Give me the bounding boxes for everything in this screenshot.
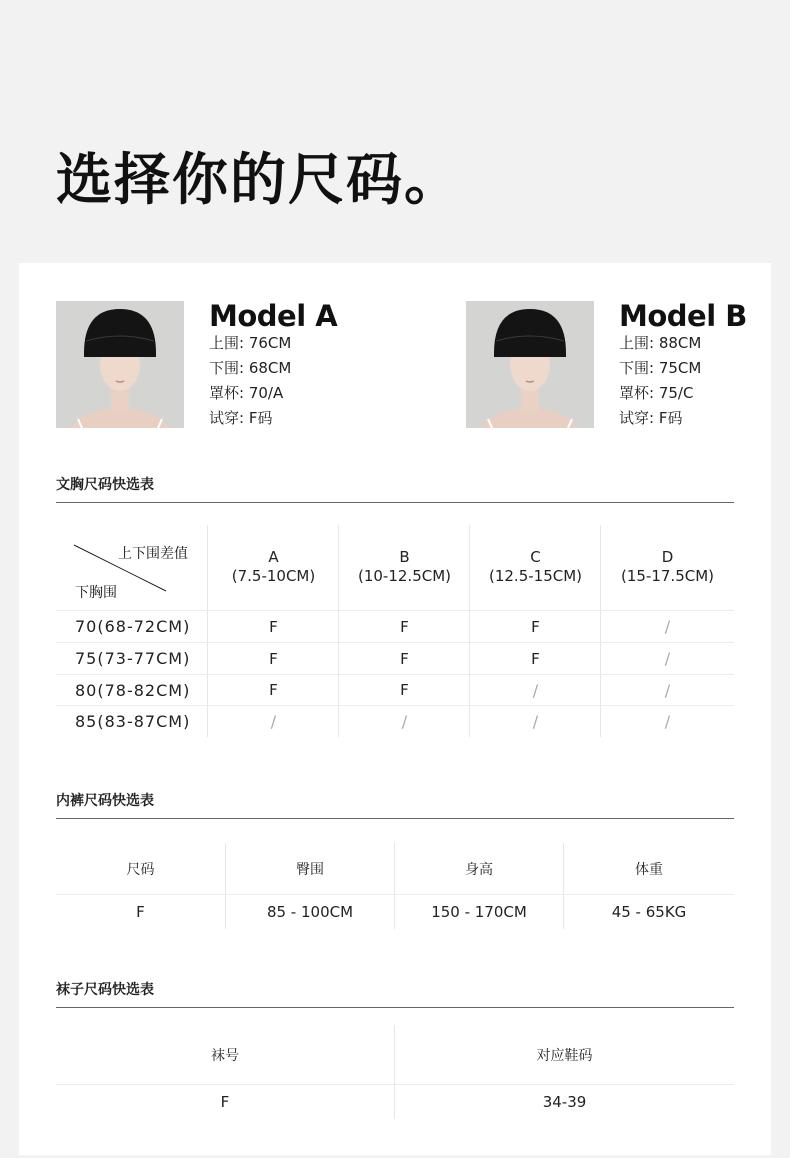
model-b-bust: 上围: 88CM [619,334,702,352]
bra-cell: / [401,712,408,731]
bra-row-label: 70(68-72CM) [75,617,191,636]
size-guide-card [19,263,771,1155]
socks-cell-shoe: 34-39 [542,1093,587,1111]
bra-cell: / [532,680,539,700]
socks-header-shoe: 对应鞋码 [536,1047,593,1064]
model-a-underbust: 下围: 68CM [209,359,292,377]
underwear-section-title: 内裤尺码快选表 [56,793,154,809]
underwear-cell-weight: 45 - 65KG [611,903,687,921]
model-b-cup: 罩杯: 75/C [619,384,694,402]
underwear-cell-hip: 85 - 100CM [266,903,354,921]
bra-cell: / [664,649,671,668]
model-a-name: Model A [209,299,338,333]
bra-row-label: 85(83-87CM) [75,712,191,731]
bra-cell: / [270,712,277,731]
corner-bottom-label: 下胸围 [75,585,117,601]
model-a-bust: 上围: 76CM [209,334,292,352]
bra-col-header-b [339,525,470,609]
bra-cell: / [532,712,539,731]
bra-cell: F [269,681,278,699]
bra-corner-header [56,525,208,609]
bra-size-table [56,525,734,737]
bra-cell: F [531,617,540,636]
bra-row-label: 80(78-82CM) [75,680,191,700]
socks-cell-size: F [220,1093,230,1111]
bra-col-a-letter: A [268,548,279,566]
bra-col-d-range: (15-17.5CM) [620,567,715,585]
bra-col-d-letter: D [661,548,674,566]
model-b-info [619,301,790,431]
bra-col-header-d [601,525,734,609]
bra-cell: F [400,617,409,636]
model-b-photo [466,301,594,428]
model-a-fit: 试穿: F码 [209,409,273,427]
bra-col-header-a [208,525,339,609]
socks-section-rule [56,1007,734,1008]
bra-cell: F [531,649,540,668]
bra-col-c-letter: C [530,548,541,566]
bra-cell: / [664,680,671,700]
underwear-header-height: 身高 [465,861,493,878]
bra-section-rule [56,502,734,503]
page-title: 选择你的尺码。 [56,148,462,213]
underwear-header-weight: 体重 [635,861,663,878]
underwear-section-rule [56,818,734,819]
underwear-header-hip: 臀围 [296,861,324,878]
underwear-cell-size: F [136,903,145,921]
model-a-info [209,301,409,431]
bra-cell: F [269,617,278,636]
bra-cell: / [664,712,671,731]
bra-col-b-letter: B [399,548,410,566]
socks-header-size: 袜号 [211,1047,239,1064]
model-b-name: Model B [619,299,747,333]
corner-top-label: 上下围差值 [118,546,188,562]
bra-section-title: 文胸尺码快选表 [56,477,154,493]
bra-col-header-c [470,525,601,609]
bra-col-a-range: (7.5-10CM) [231,567,316,585]
underwear-header-size: 尺码 [126,861,155,878]
model-b-fit: 试穿: F码 [619,409,683,427]
bra-cell: F [400,649,409,668]
bra-cell: F [269,649,278,668]
model-b-underbust: 下围: 75CM [619,359,702,377]
bra-cell: F [400,681,409,699]
bra-cell: / [664,617,671,636]
bra-row-label: 75(73-77CM) [75,649,191,668]
underwear-cell-height: 150 - 170CM [431,903,527,921]
model-a-photo [56,301,184,428]
socks-section-title: 袜子尺码快选表 [56,982,154,998]
bra-col-b-range: (10-12.5CM) [357,567,452,585]
model-a-cup: 罩杯: 70/A [209,384,284,402]
socks-size-table [56,1025,734,1119]
underwear-size-table [56,843,734,929]
bra-col-c-range: (12.5-15CM) [488,567,583,585]
